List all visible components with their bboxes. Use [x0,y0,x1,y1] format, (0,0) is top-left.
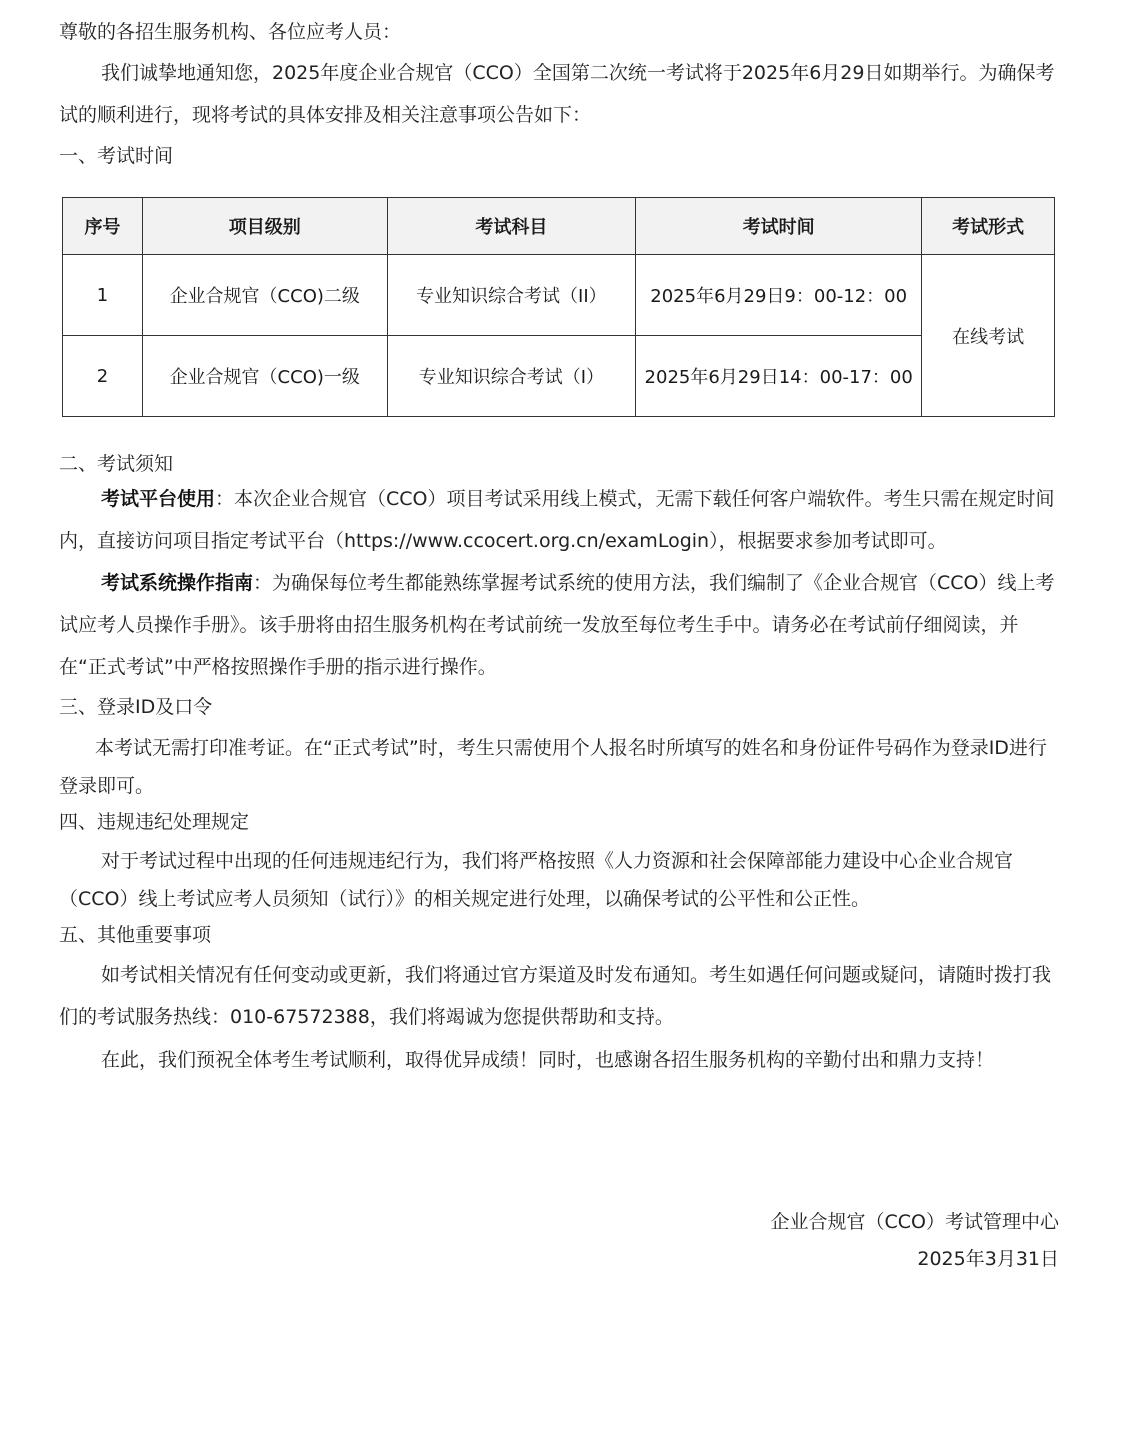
section-heading-exam-time: 一、考试时间 [59,145,174,167]
system-guide-label: 考试系统操作指南 [101,572,254,594]
violations-paragraph: 对于考试过程中出现的任何违规违纪行为，我们将严格按照《人力资源和社会保障部能力建设中心企业合规官（CCO）线上考试应考人员须知（试行）》的相关规定进行处理，以确保考试的公平性和公正性。 [59,850,1014,910]
system-guide-paragraph [59,562,1059,688]
row-number: 2 [63,336,143,417]
login-paragraph: 本考试无需打印准考证。在“正式考试”时，考生只需使用个人报名时所填写的姓名和身份证件号码作为登录ID进行登录即可。 [59,737,1047,797]
exam-schedule-table [62,197,1055,417]
table-header-cell: 考试科目 [387,198,636,255]
exam-subject: 专业知识综合考试（I） [387,336,636,417]
project-level: 企业合规官（CCO)二级 [142,255,387,336]
section-heading-other: 五、其他重要事项 [59,924,212,946]
system-guide-text: ：为确保每位考生都能熟练掌握考试系统的使用方法，我们编制了《企业合规官（CCO）线上考试应考人员操作手册》。该手册将由招生服务机构在考试前统一发放至每位考生手中。请务必在考试前仔细阅读，并在“正式考试”中严格按照操作手册的指示进行操作。 [59,572,1055,678]
table-header-cell: 考试时间 [636,198,922,255]
table-header-cell: 考试形式 [922,198,1055,255]
section-heading-exam-notes: 二、考试须知 [59,453,174,475]
exam-time: 2025年6月29日14：00-17：00 [636,336,922,417]
exam-format: 在线考试 [922,255,1055,417]
signature-organization: 企业合规官（CCO）考试管理中心 [770,1211,1059,1233]
platform-usage-paragraph [59,478,1059,562]
table-row [63,336,1055,417]
intro-paragraph: 我们诚挚地通知您，2025年度企业合规官（CCO）全国第二次统一考试将于2025年6月29日如期举行。为确保考试的顺利进行，现将考试的具体安排及相关注意事项公告如下： [59,62,1055,126]
salutation: 尊敬的各招生服务机构、各位应考人员： [59,21,402,43]
row-number: 1 [63,255,143,336]
platform-usage-text: ：本次企业合规官（CCO）项目考试采用线上模式，无需下载任何客户端软件。考生只需在规定时间内，直接访问项目指定考试平台（https://www.ccocert.org.cn/examLogin），根据要求参加考试即可。 [59,488,1055,552]
exam-time: 2025年6月29日9：00-12：00 [636,255,922,336]
other-matters-paragraph: 如考试相关情况有任何变动或更新，我们将通过官方渠道及时发布通知。考生如遇任何问题或疑问，请随时拨打我们的考试服务热线：010-67572388，我们将竭诚为您提供帮助和支持。 [59,964,1052,1028]
closing-paragraph: 在此，我们预祝全体考生考试顺利，取得优异成绩！同时，也感谢各招生服务机构的辛勤付出和鼎力支持！ [101,1049,995,1071]
signature-date: 2025年3月31日 [917,1248,1059,1270]
table-header-cell: 项目级别 [142,198,387,255]
table-header-row [63,198,1055,255]
table-header-cell: 序号 [63,198,143,255]
section-heading-violations: 四、违规违纪处理规定 [59,811,250,833]
project-level: 企业合规官（CCO)一级 [142,336,387,417]
section-heading-login: 三、登录ID及口令 [59,696,213,718]
table-row [63,255,1055,336]
exam-subject: 专业知识综合考试（II） [387,255,636,336]
platform-usage-label: 考试平台使用 [101,488,216,510]
